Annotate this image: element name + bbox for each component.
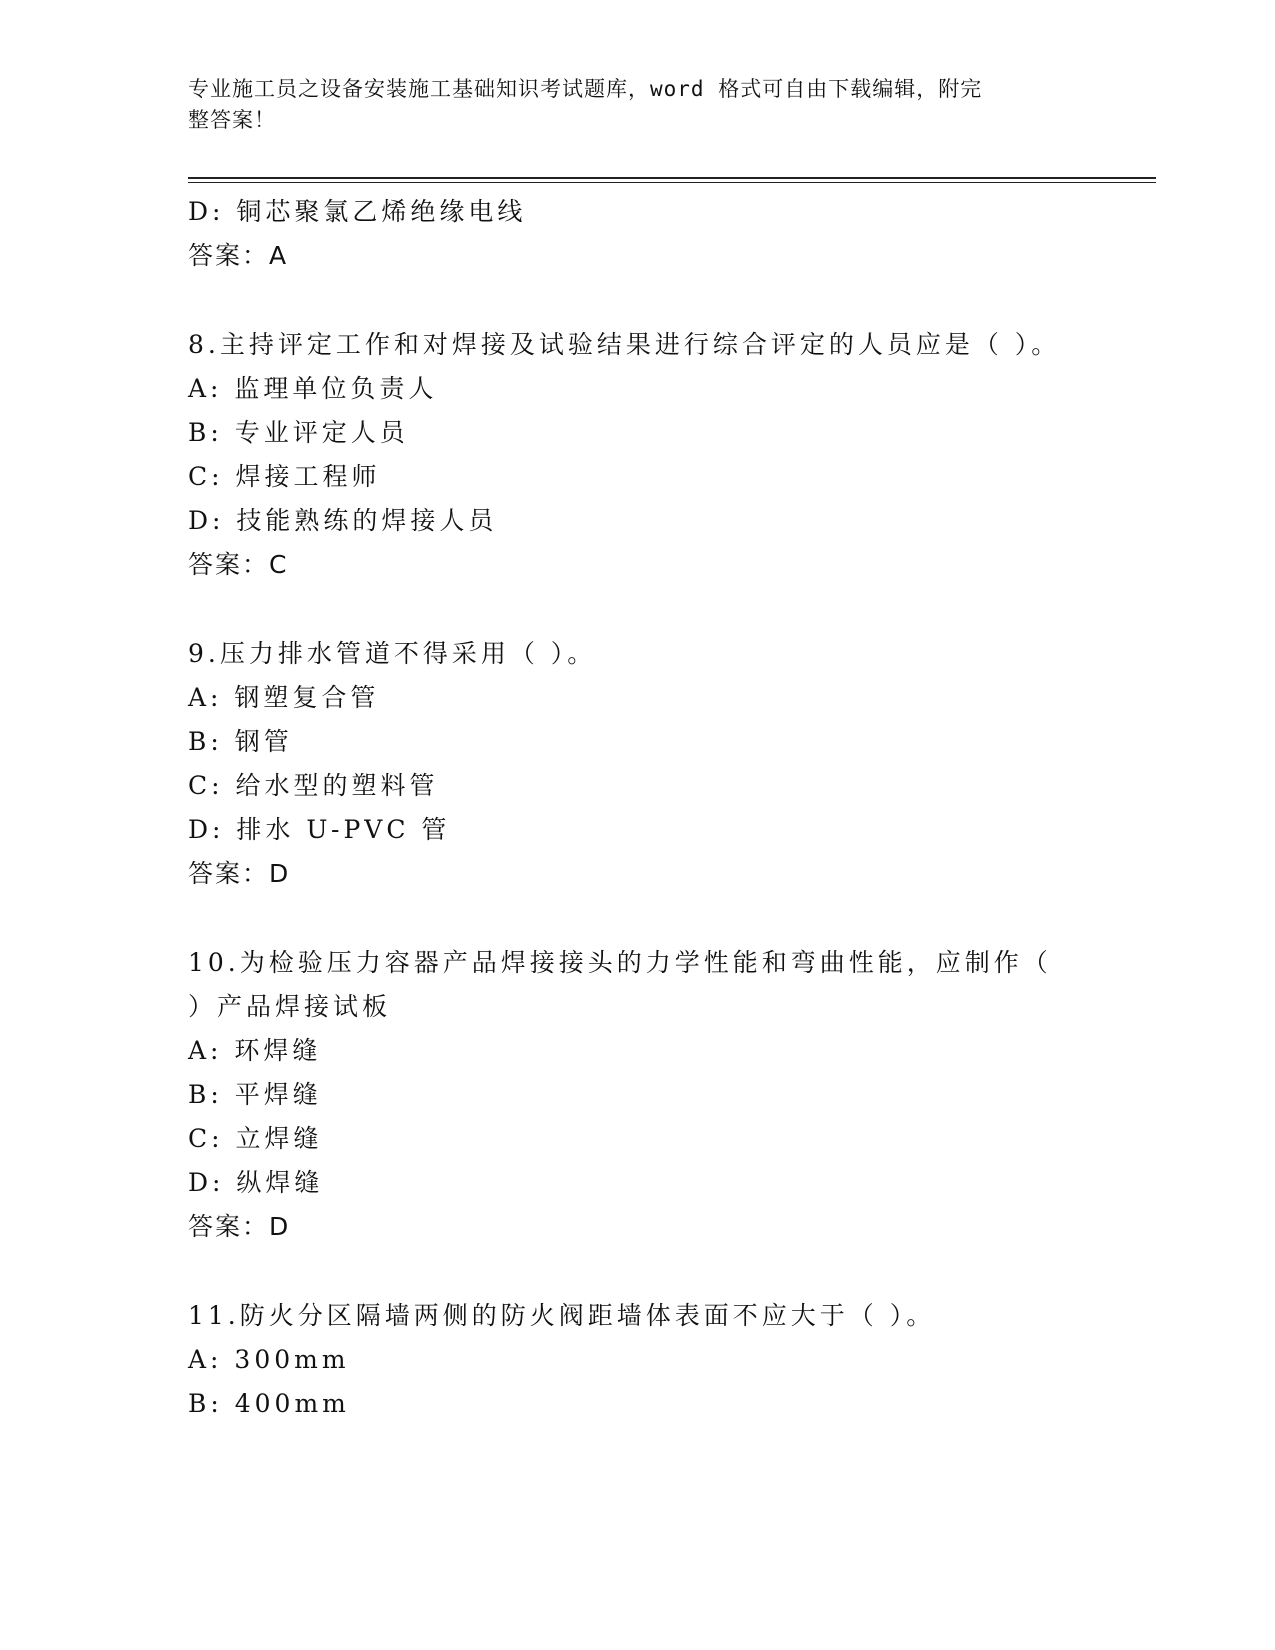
prev-question-option-d: D: 铜芯聚氯乙烯绝缘电线	[188, 197, 527, 226]
option-a: A: 环焊缝	[188, 1036, 322, 1065]
header-divider-thin	[188, 182, 1156, 183]
question-stem: 9.压力排水管道不得采用（ ）。	[188, 639, 597, 668]
option-d: D: 纵焊缝	[188, 1168, 324, 1197]
option-b: B: 专业评定人员	[188, 418, 409, 447]
question-stem-line-2: ）产品焊接试板	[188, 992, 392, 1021]
header-divider-thick	[188, 177, 1156, 179]
question-stem: 11.防火分区隔墙两侧的防火阀距墙体表面不应大于（ ）。	[188, 1301, 936, 1330]
option-b: B: 平焊缝	[188, 1080, 322, 1109]
document-title-line-1: 专业施工员之设备安装施工基础知识考试题库，word 格式可自由下载编辑，附完	[188, 77, 983, 101]
document-title-line-2: 整答案！	[188, 108, 276, 132]
option-c: C: 给水型的塑料管	[188, 771, 439, 800]
answer: 答案：D	[188, 1212, 291, 1241]
option-a: A: 钢塑复合管	[188, 683, 380, 712]
question-stem: 8.主持评定工作和对焊接及试验结果进行综合评定的人员应是（ ）。	[188, 330, 1061, 359]
answer: 答案：C	[188, 550, 289, 579]
answer: 答案：D	[188, 859, 291, 888]
prev-question-answer: 答案：A	[188, 241, 289, 270]
option-b: B: 400mm	[188, 1389, 350, 1418]
option-a: A: 监理单位负责人	[188, 374, 438, 403]
option-d: D: 排水 U-PVC 管	[188, 815, 451, 844]
option-b: B: 钢管	[188, 727, 293, 756]
option-d: D: 技能熟练的焊接人员	[188, 506, 498, 535]
option-c: C: 焊接工程师	[188, 462, 381, 491]
option-c: C: 立焊缝	[188, 1124, 323, 1153]
document-title	[188, 74, 1088, 136]
question-stem-line-1: 10.为检验压力容器产品焊接接头的力学性能和弯曲性能，应制作（	[188, 948, 1052, 977]
option-a: A: 300mm	[188, 1345, 350, 1374]
